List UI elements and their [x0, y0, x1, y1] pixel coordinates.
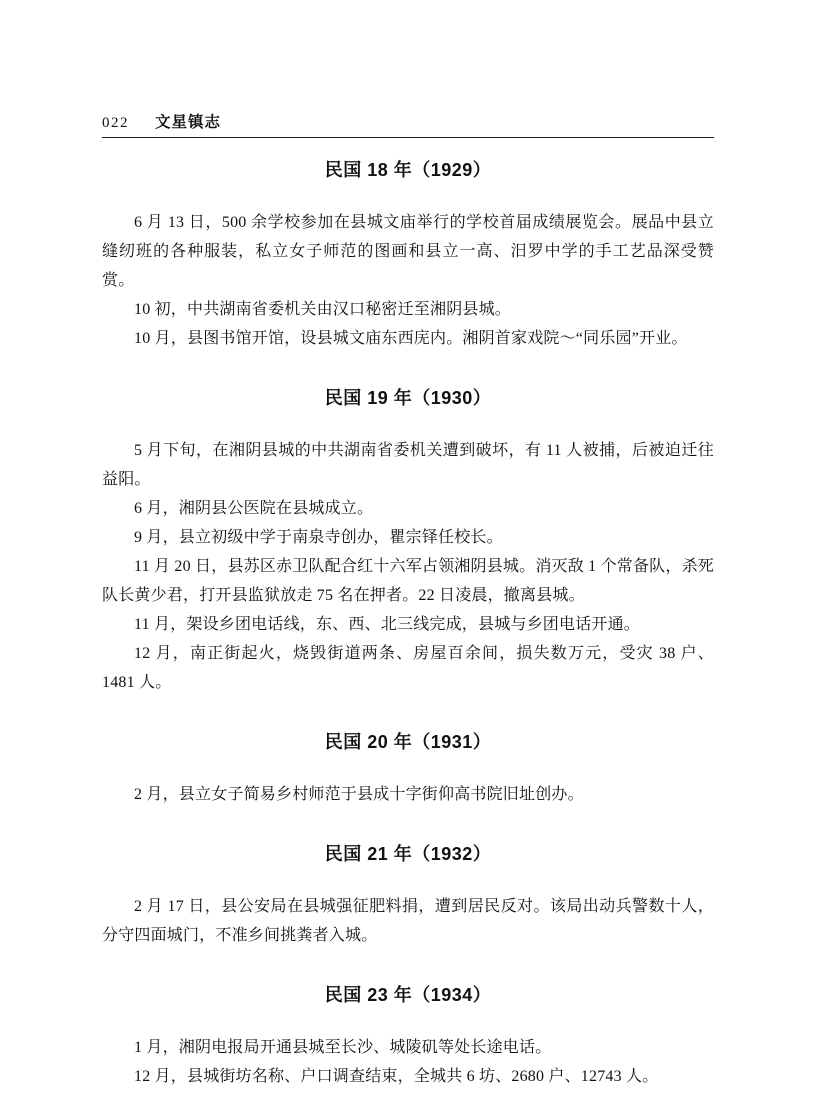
section-1930	[102, 384, 714, 697]
page-number: 022	[102, 115, 129, 131]
book-title: 文星镇志	[155, 114, 222, 131]
year-heading-1932: 民国 21 年（1932）	[324, 844, 492, 864]
chronicle-entry: 1 月，湘阴电报局开通县城至长沙、城陵矶等处长途电话。	[134, 1039, 552, 1056]
chronicle-entry: 10 月，县图书馆开馆，设县城文庙东西庑内。湘阴首家戏院～“同乐园”开业。	[134, 330, 688, 347]
year-heading-1929: 民国 18 年（1929）	[324, 160, 492, 180]
chronicle-entry: 2 月，县立女子简易乡村师范于县成十字街仰高书院旧址创办。	[134, 786, 584, 803]
section-1929	[102, 156, 714, 353]
year-heading-1931: 民国 20 年（1931）	[324, 732, 492, 752]
chronicle-entry: 10 初，中共湖南省委机关由汉口秘密迁至湘阴县城。	[134, 301, 512, 318]
section-1934	[102, 981, 714, 1091]
chronicle-entry: 2 月 17 日，县公安局在县城强征肥料捐，遭到居民反对。该局出动兵警数十人，分守四面城门，不准乡间挑粪者入城。	[102, 898, 714, 944]
chronicle-entry: 5 月下旬，在湘阴县城的中共湖南省委机关遭到破坏，有 11 人被捕，后被迫迁往益阳。	[102, 442, 714, 488]
chronicle-entry: 9 月，县立初级中学于南泉寺创办，瞿宗铎任校长。	[134, 529, 503, 546]
chronicle-entry: 11 月 20 日，县苏区赤卫队配合红十六军占领湘阴县城。消灭敌 1 个常备队，杀死队长黄少君，打开县监狱放走 75 名在押者。22 日凌晨，撤离县城。	[102, 558, 714, 604]
chronicle-entry: 12 月，南正街起火，烧毁街道两条、房屋百余间，损失数万元，受灾 38 户、1481 人。	[102, 645, 714, 691]
year-heading-1930: 民国 19 年（1930）	[324, 388, 492, 408]
chronicle-entry: 11 月，架设乡团电话线，东、西、北三线完成，县城与乡团电话开通。	[134, 616, 641, 633]
chronicle-entry: 12 月，县城街坊名称、户口调查结束，全城共 6 坊、2680 户、12743 人。	[134, 1068, 659, 1085]
year-heading-1934: 民国 23 年（1934）	[324, 985, 492, 1005]
section-1932	[102, 840, 714, 950]
chronicle-entry: 6 月，湘阴县公医院在县城成立。	[134, 500, 374, 517]
page-header	[102, 110, 714, 138]
chronicle-entry: 6 月 13 日，500 余学校参加在县城文庙举行的学校首届成绩展览会。展品中县立缝纫班的各种服装，私立女子师范的图画和县立一高、汨罗中学的手工艺品深受赞赏。	[102, 214, 714, 289]
section-1931	[102, 728, 714, 809]
